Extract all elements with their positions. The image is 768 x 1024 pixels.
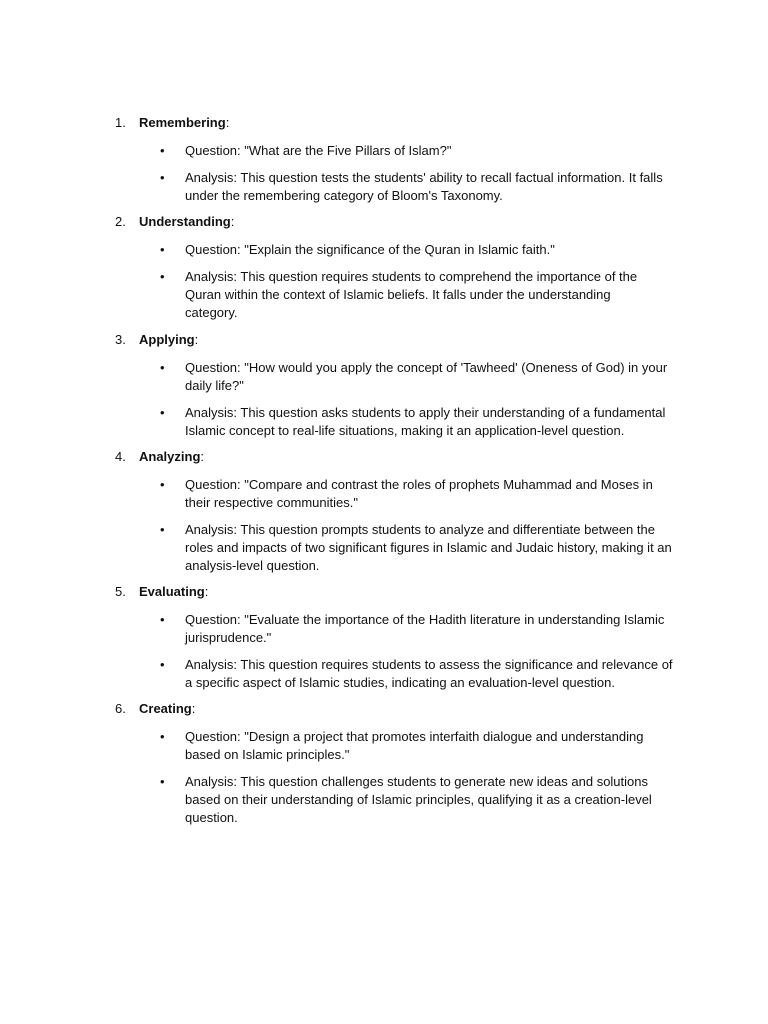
bullet-icon: • [160,170,165,185]
section-analyzing [0,448,768,575]
list-item [0,169,768,205]
section-title-text: Analyzing [139,449,201,464]
section-number: 5. [115,584,126,599]
analysis-text: Analysis: This question challenges students to generate new ideas and solutions based on their understanding of Islamic principles, qualifying it as a creation-level question. [185,774,652,825]
list-item [0,611,768,647]
section-title [139,583,208,601]
list-item [0,142,768,160]
analysis-text: Analysis: This question prompts students to analyze and differentiate between the roles and impacts of two significant figures in Islamic and Judaic history, making it an analysis-level question. [185,522,672,573]
question-text: Question: "Compare and contrast the roles of prophets Muhammad and Moses in their respective communities." [185,477,653,510]
section-heading [0,700,768,718]
section-understanding [0,213,768,322]
section-number: 1. [115,115,126,130]
list-item [0,241,768,259]
bullet-icon: • [160,774,165,789]
section-title-text: Applying [139,332,195,347]
section-title-text: Remembering [139,115,226,130]
question-text: Question: "Explain the significance of the Quran in Islamic faith." [185,242,555,257]
bullet-icon: • [160,269,165,284]
section-heading [0,448,768,466]
question-text: Question: "How would you apply the concept of 'Tawheed' (Oneness of God) in your daily life?" [185,360,668,393]
section-title [139,700,195,718]
section-title [139,213,234,231]
section-heading [0,331,768,349]
section-title-text: Understanding [139,214,231,229]
bullet-icon: • [160,612,165,627]
analysis-text: Analysis: This question requires students to comprehend the importance of the Quran within the context of Islamic beliefs. It falls under the understanding category. [185,269,638,320]
section-number: 4. [115,449,126,464]
section-title-text: Creating [139,701,192,716]
section-heading [0,583,768,601]
section-number: 3. [115,332,126,347]
bullet-icon: • [160,477,165,492]
section-heading [0,114,768,132]
bullet-icon: • [160,657,165,672]
bullet-icon: • [160,405,165,420]
list-item [0,359,768,395]
section-number: 6. [115,701,126,716]
section-title [139,448,204,466]
section-title-colon: : [194,332,199,347]
list-item [0,656,768,692]
analysis-text: Analysis: This question tests the students' ability to recall factual information. It falls under the remembering category of Bloom's Taxonomy. [185,170,663,203]
list-item [0,773,768,827]
section-title-colon: : [200,449,205,464]
section-creating [0,700,768,827]
section-applying [0,331,768,440]
bullet-icon: • [160,729,165,744]
section-title [139,114,229,132]
section-title-colon: : [230,214,235,229]
analysis-text: Analysis: This question requires students to assess the significance and relevance of a specific aspect of Islamic studies, indicating an evaluation-level question. [185,657,673,690]
list-item [0,728,768,764]
bullet-icon: • [160,143,165,158]
section-number: 2. [115,214,126,229]
section-title [139,331,198,349]
question-text: Question: "What are the Five Pillars of Islam?" [185,143,452,158]
list-item [0,521,768,575]
bullet-icon: • [160,360,165,375]
section-title-colon: : [225,115,230,130]
list-item [0,476,768,512]
section-evaluating [0,583,768,692]
bullet-icon: • [160,522,165,537]
section-title-text: Evaluating [139,584,205,599]
question-text: Question: "Design a project that promotes interfaith dialogue and understanding based on Islamic principles." [185,729,644,762]
section-heading [0,213,768,231]
analysis-text: Analysis: This question asks students to apply their understanding of a fundamental Islamic concept to real-life situations, making it an application-level question. [185,405,666,438]
bullet-icon: • [160,242,165,257]
list-item [0,404,768,440]
question-text: Question: "Evaluate the importance of the Hadith literature in understanding Islamic jurisprudence." [185,612,665,645]
section-title-colon: : [204,584,209,599]
section-title-colon: : [191,701,196,716]
list-item [0,268,768,322]
section-remembering [0,114,768,205]
